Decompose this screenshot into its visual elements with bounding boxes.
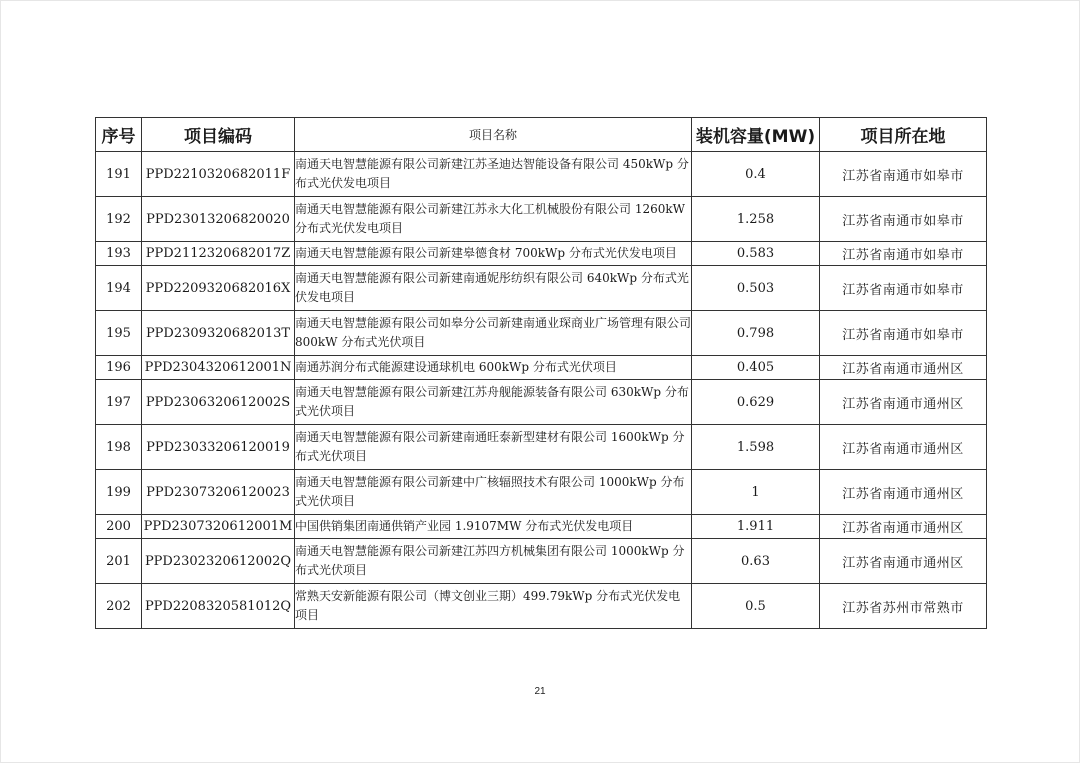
cell-name: 南通天电智慧能源有限公司新建江苏舟舰能源装备有限公司 630kWp 分布式光伏项目: [295, 380, 692, 425]
cell-code: PPD23033206120019: [142, 425, 295, 470]
table-row: [96, 380, 987, 425]
table-row: [96, 584, 987, 629]
table-row: [96, 242, 987, 266]
cell-seq: 199: [96, 470, 142, 515]
cell-location: 江苏省南通市通州区: [820, 539, 987, 584]
table-row: [96, 266, 987, 311]
table-row: [96, 515, 987, 539]
cell-name: 南通天电智慧能源有限公司新建江苏永大化工机械股份有限公司 1260kW 分布式光伏发电项目: [295, 197, 692, 242]
cell-location: 江苏省南通市通州区: [820, 470, 987, 515]
cell-location: 江苏省南通市如皋市: [820, 242, 987, 266]
cell-location: 江苏省南通市如皋市: [820, 266, 987, 311]
table-row: [96, 311, 987, 356]
cell-seq: 202: [96, 584, 142, 629]
table-header-row: [96, 118, 987, 152]
cell-name: 南通苏润分布式能源建设通球机电 600kWp 分布式光伏项目: [295, 356, 692, 380]
header-code: 项目编码: [142, 118, 295, 152]
cell-location: 江苏省南通市如皋市: [820, 197, 987, 242]
cell-capacity: 0.63: [692, 539, 820, 584]
cell-capacity: 0.798: [692, 311, 820, 356]
cell-seq: 197: [96, 380, 142, 425]
cell-capacity: 0.629: [692, 380, 820, 425]
cell-capacity: 1: [692, 470, 820, 515]
cell-location: 江苏省南通市通州区: [820, 356, 987, 380]
cell-capacity: 0.5: [692, 584, 820, 629]
cell-code: PPD2209320682016X: [142, 266, 295, 311]
cell-name: 南通天电智慧能源有限公司新建江苏四方机械集团有限公司 1000kWp 分布式光伏项目: [295, 539, 692, 584]
header-name: 项目名称: [295, 118, 692, 152]
table-row: [96, 197, 987, 242]
cell-code: PPD23013206820020: [142, 197, 295, 242]
cell-code: PPD2112320682017Z: [142, 242, 295, 266]
cell-location: 江苏省苏州市常熟市: [820, 584, 987, 629]
cell-seq: 191: [96, 152, 142, 197]
page-number: 21: [534, 686, 546, 697]
cell-name: 南通天电智慧能源有限公司新建南通妮彤纺织有限公司 640kWp 分布式光伏发电项目: [295, 266, 692, 311]
table-row: [96, 425, 987, 470]
cell-capacity: 0.583: [692, 242, 820, 266]
cell-name: 中国供销集团南通供销产业园 1.9107MW 分布式光伏发电项目: [295, 515, 692, 539]
cell-location: 江苏省南通市通州区: [820, 380, 987, 425]
header-seq: 序号: [96, 118, 142, 152]
cell-capacity: 1.598: [692, 425, 820, 470]
cell-code: PPD23073206120023: [142, 470, 295, 515]
cell-seq: 200: [96, 515, 142, 539]
table-row: [96, 152, 987, 197]
table-row: [96, 470, 987, 515]
cell-seq: 195: [96, 311, 142, 356]
cell-code: PPD2208320581012Q: [142, 584, 295, 629]
cell-name: 南通天电智慧能源有限公司新建中广核辐照技术有限公司 1000kWp 分布式光伏项目: [295, 470, 692, 515]
cell-location: 江苏省南通市通州区: [820, 515, 987, 539]
cell-code: PPD2304320612001N: [142, 356, 295, 380]
header-location: 项目所在地: [820, 118, 987, 152]
table-row: [96, 356, 987, 380]
cell-location: 江苏省南通市如皋市: [820, 311, 987, 356]
cell-name: 南通天电智慧能源有限公司新建江苏圣迪达智能设备有限公司 450kWp 分布式光伏发电项目: [295, 152, 692, 197]
cell-seq: 196: [96, 356, 142, 380]
cell-capacity: 1.911: [692, 515, 820, 539]
project-table: [95, 117, 987, 629]
cell-code: PPD2307320612001M: [142, 515, 295, 539]
cell-capacity: 0.405: [692, 356, 820, 380]
cell-name: 南通天电智慧能源有限公司新建南通旺泰新型建材有限公司 1600kWp 分布式光伏项目: [295, 425, 692, 470]
header-capacity: 装机容量(MW): [692, 118, 820, 152]
cell-name: 南通天电智慧能源有限公司新建皋德食材 700kWp 分布式光伏发电项目: [295, 242, 692, 266]
cell-name: 南通天电智慧能源有限公司如皋分公司新建南通业琛商业广场管理有限公司 800kW 分布式光伏项目: [295, 311, 692, 356]
table-row: [96, 539, 987, 584]
cell-seq: 201: [96, 539, 142, 584]
cell-location: 江苏省南通市如皋市: [820, 152, 987, 197]
cell-seq: 198: [96, 425, 142, 470]
cell-capacity: 0.4: [692, 152, 820, 197]
cell-code: PPD2210320682011F: [142, 152, 295, 197]
cell-location: 江苏省南通市通州区: [820, 425, 987, 470]
cell-seq: 194: [96, 266, 142, 311]
cell-code: PPD2302320612002Q: [142, 539, 295, 584]
cell-name: 常熟天安新能源有限公司（博文创业三期）499.79kWp 分布式光伏发电项目: [295, 584, 692, 629]
cell-code: PPD2309320682013T: [142, 311, 295, 356]
cell-seq: 193: [96, 242, 142, 266]
cell-capacity: 1.258: [692, 197, 820, 242]
cell-seq: 192: [96, 197, 142, 242]
cell-capacity: 0.503: [692, 266, 820, 311]
cell-code: PPD2306320612002S: [142, 380, 295, 425]
